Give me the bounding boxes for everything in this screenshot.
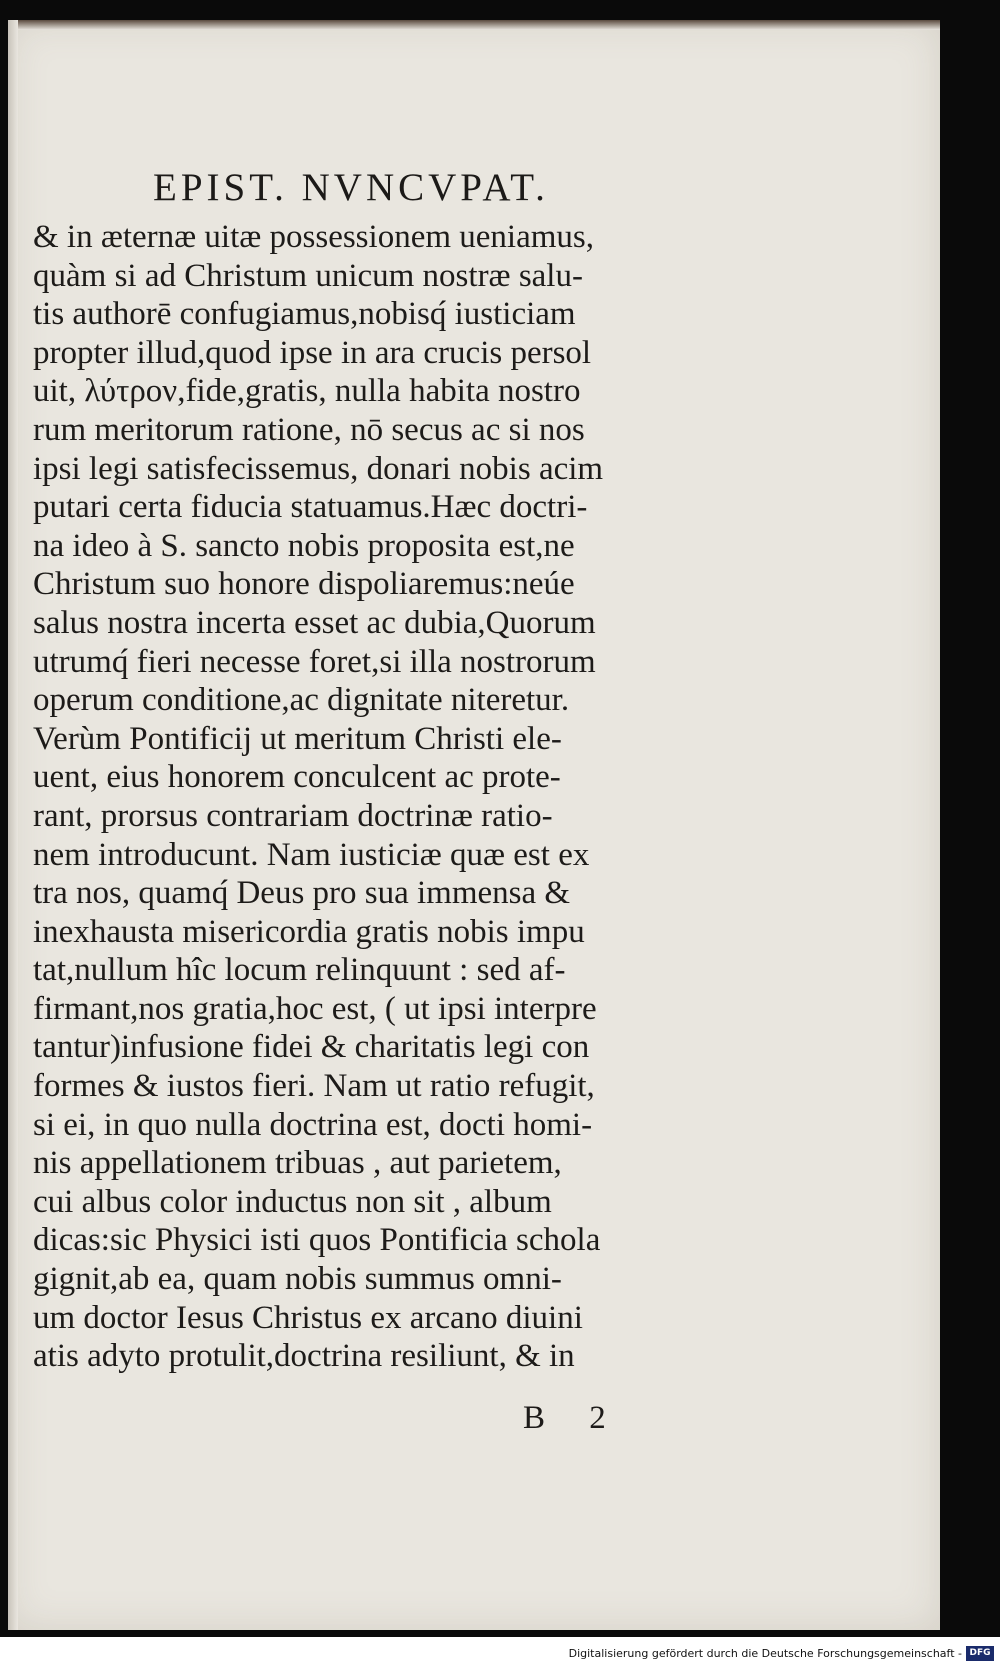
body-text: [33, 218, 693, 1376]
text-line: tis authorē confugiamus,nobisq́ iusticiam: [33, 296, 576, 333]
dfg-logo-icon: DFG: [966, 1646, 994, 1661]
text-line: cui albus color inductus non sit , album: [33, 1183, 552, 1220]
text-line: salus nostra incerta esset ac dubia,Quorum: [33, 604, 596, 641]
text-line: ipsi legi satisfecissemus, donari nobis acim: [33, 450, 604, 487]
footer-funding-text: Digitalisierung gefördert durch die Deutsche Forschungsgemeinschaft -: [568, 1647, 962, 1660]
footer-bar: [0, 1637, 1000, 1667]
text-line: nis appellationem tribuas , aut parietem,: [33, 1145, 562, 1182]
text-line: tantur)infusione fidei & charitatis legi con: [33, 1029, 590, 1066]
text-line: formes & iustos fieri. Nam ut ratio refugit,: [33, 1068, 595, 1105]
text-line: gignit,ab ea, quam nobis summus omni-: [33, 1261, 562, 1298]
text-line: tat,nullum hîc locum relinquunt : sed af-: [33, 952, 566, 989]
page-left-edge: [8, 20, 18, 1630]
text-line: firmant,nos gratia,hoc est, ( ut ipsi interpre: [33, 990, 597, 1027]
text-line: tra nos, quamq́ Deus pro sua immensa &: [33, 875, 571, 912]
text-line: nem introducunt. Nam iusticiæ quæ est ex: [33, 836, 590, 873]
text-line: uent, eius honorem conculcent ac prote-: [33, 759, 561, 796]
text-line: rant, prorsus contrariam doctrinæ ratio-: [33, 797, 553, 834]
scanned-page: [8, 20, 940, 1630]
text-line: Christum suo honore dispoliaremus:neúe: [33, 566, 575, 603]
text-line: operum conditione,ac dignitate niteretur.: [33, 682, 570, 719]
text-line: uit, λύτρον,fide,gratis, nulla habita nostro: [33, 373, 581, 410]
page-top-edge: [8, 20, 940, 30]
text-line: putari certa fiducia statuamus.Hæc doctri-: [33, 489, 588, 526]
text-line: quàm si ad Christum unicum nostræ salu-: [33, 257, 583, 294]
running-head: EPIST. NVNCVPAT.: [153, 166, 549, 209]
signature-mark: B 2: [523, 1400, 624, 1436]
text-line: si ei, in quo nulla doctrina est, docti homi-: [33, 1106, 593, 1143]
text-line: rum meritorum ratione, nō secus ac si nos: [33, 411, 585, 448]
text-line: utrumq́ fieri necesse foret,si illa nostrorum: [33, 643, 596, 680]
text-line: atis adyto protulit,doctrina resiliunt, & in: [33, 1338, 575, 1375]
text-line: inexhausta misericordia gratis nobis impu: [33, 913, 585, 950]
text-line: & in æternæ uitæ possessionem ueniamus,: [33, 219, 594, 255]
text-line: propter illud,quod ipse in ara crucis persol: [33, 334, 592, 371]
text-line: um doctor Iesus Christus ex arcano diuini: [33, 1299, 583, 1336]
text-line: dicas:sic Physici isti quos Pontificia schola: [33, 1222, 601, 1259]
text-line: na ideo à S. sancto nobis proposita est,ne: [33, 527, 575, 564]
text-line: Verùm Pontificij ut meritum Christi ele-: [33, 720, 562, 757]
